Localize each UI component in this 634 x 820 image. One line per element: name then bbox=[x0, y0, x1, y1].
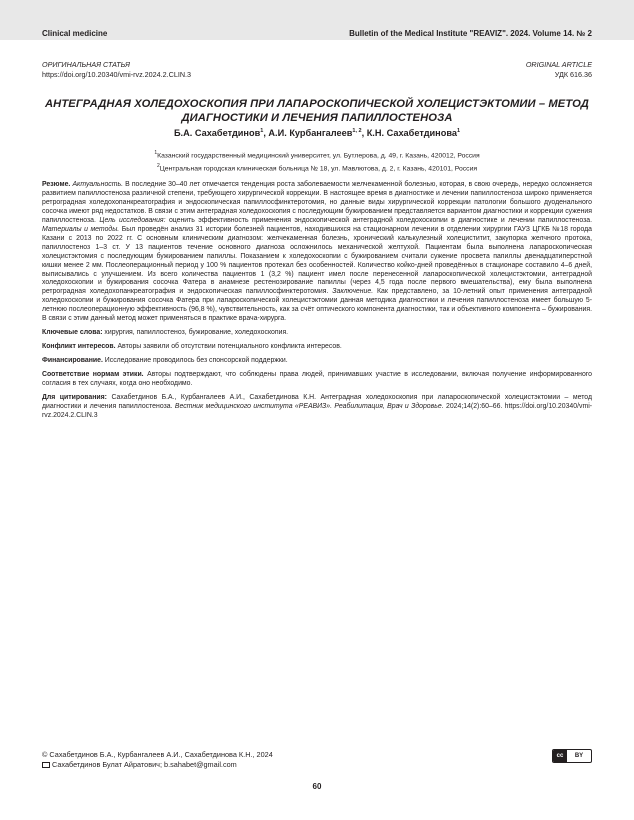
author-affil-ref: 1, 2 bbox=[352, 128, 362, 134]
author-name: Б.А. Сахабетдинов bbox=[173, 128, 261, 139]
ethics: Соответствие нормам этики. Авторы подтверждают, что соблюдены права людей, принимавших участие в исследовании, включая получение информированного согласия в тех случаях, когда оно необходимо. bbox=[42, 371, 592, 388]
funding: Финансирование. Исследование проводилось без спонсорской поддержки. bbox=[42, 357, 288, 365]
author-affil-ref: 1 bbox=[456, 128, 461, 134]
corresponding-author: Сахабетдинов Булат Айратович; b.sahabet@gmail.com bbox=[42, 760, 273, 770]
article-meta bbox=[42, 60, 592, 80]
journal-section: Clinical medicine bbox=[42, 29, 108, 38]
article-type-en: ORIGINAL ARTICLE bbox=[525, 60, 592, 69]
cc-license-badge[interactable] bbox=[552, 749, 592, 763]
abstract-label: Резюме. bbox=[42, 181, 71, 188]
abstract-paragraph: Резюме. Актуальность. В последние 30–40 лет отмечается тенденция роста заболеваемости желчекаменной болезнью, которая, в свою очередь, нередко осложняется развитием папиллостеноза различной степени, требующего хирургической коррекции. В настоящее время в диагностике и лечении папиллостеноза широко применяется ретроградная холедохопанкреатография и эндоскопическая папиллосфинктеротомия, но данные виды хирургической коррекции патологии большого дуоденального сосочка имеют ряд недостатков. В связи с этим антеградная холедохоскопия с последующим бужированием представляется вариантом диагностики и коррекции сужения папиллостеноза. Цель исследования: оценить эффективность применения эндоскопической антеградной холедохоскопии в диагностике и лечении папиллостеноза. Материалы и методы. Был проведён анализ 31 истории болезней пациентов, находившихся на стационарном лечении в отделении хирургии ГАУЗ ЦГКБ №18 города Казани с 2013 по 2022 гг. С основным клиническим диагнозом: желчекаменная болезнь, хронический калькулезный холециститит, закупорка желчного протока, папиллостеноз 1–3 ст. У 13 пациентов течение основного диагноза осложнилось механической желтухой. Пациентам была выполнена лапароскопическая холецистэктомия с последующим бужированием папиллы. Показанием к холедохоскопии с бужированием считали сужение просвета папиллы двенадцатиперстной кишки менее 2 мм. Послеоперационный период у 100 % пациентов протекал без особенностей. Количество койко-дней проведённых в стационаре составило 4–6 дней, выписывались с улучшением. Из всего количества пациентов 1 (3,2 %) пациент имел после перенесенной лапароскопической холецистэктомии, антеградной холедохоскопии и бужирования сосочка Фатера в анамнезе рестенозирование папиллы (через 4,5 года после первого вмешательства), ему была выполнена ретроградная холедохопанкреатография и эндоскопическая папиллосфинктеротомия. Заключение. Как представлено, за 10-летний опыт применения антеградной холедохоскопии и бужирования сосочка Фатера при лапароскопической холецистэктомии данная методика диагностики и лечения папиллостеноза имеет большую 5-летнюю послеоперационную эффективность (96,8 %), чувствительность, как за счёт оптического компонента диагностики, так и объективного компонента – бужирования. В связи с этим данный метод может применяться в практике врача-хирурга. bbox=[42, 181, 592, 323]
doi-link[interactable]: https://doi.org/10.20340/vmi-rvz.2024.2.CLIN.3 bbox=[42, 70, 192, 79]
journal-issue: Bulletin of the Medical Institute "REAVIZ". 2024. Volume 14. № 2 bbox=[349, 29, 592, 38]
author-name: А.И. Курбангалеев bbox=[268, 128, 353, 139]
keywords: Ключевые слова: хирургия, папиллостеноз, бужирование, холедохоскопия. bbox=[42, 329, 289, 337]
page-number: 60 bbox=[312, 782, 322, 791]
article-title: АНТЕГРАДНАЯ ХОЛЕДОХОСКОПИЯ ПРИ ЛАПАРОСКОПИЧЕСКОЙ ХОЛЕЦИСТЭКТОМИИ – МЕТОД ДИАГНОСТИКИ И ЛЕЧЕНИЯ ПАПИЛЛОСТЕНОЗА bbox=[44, 98, 589, 124]
conflict-of-interest: Конфликт интересов. Авторы заявили об отсутствии потенциального конфликта интересов. bbox=[42, 343, 342, 351]
affiliation-1: $^1$Казанский государственный медицинский университет, ул. Бутлерова, д. 49, г. Казань, 420012, Россия bbox=[154, 150, 480, 160]
article-type-ru: ОРИГИНАЛЬНАЯ СТАТЬЯ bbox=[42, 60, 130, 69]
citation: Для цитирования: Сахабетдинов Б.А., Курбангалеев А.И., Сахабетдинова К.Н. Антеградная холедохоскопия при лапароскопической холецистэктомии – метод диагностики и лечения папиллостеноза. Вестник медицинского института «РЕАВИЗ». Реабилитация, Врач и Здоровье. 2024;14(2):60–66. https://doi.org/10.20340/vmi-rvz.2024.2.CLIN.3 bbox=[42, 394, 593, 419]
footer-notes bbox=[42, 750, 273, 770]
envelope-icon bbox=[42, 762, 50, 768]
cc-icon: cc bbox=[553, 750, 567, 762]
by-icon: BY bbox=[574, 753, 584, 759]
copyright: © Сахабетдинов Б.А., Курбангалеев А.И., Сахабетдинова К.Н., 2024 bbox=[42, 750, 273, 759]
author-name: К.Н. Сахабетдинова bbox=[366, 128, 457, 139]
running-header bbox=[0, 0, 634, 40]
abstract-block bbox=[42, 181, 592, 421]
affiliations bbox=[42, 148, 592, 175]
udc-code: УДК 616.36 bbox=[554, 70, 592, 79]
author-list: Б.А. Сахабетдинов$^1$, А.И. Курбангалеев$^{1, 2}$, К.Н. Сахабетдинова$^1$ bbox=[173, 128, 461, 139]
author-affil-ref: 1 bbox=[260, 128, 264, 134]
affiliation-2: $^2$Центральная городская клиническая больница № 18, ул. Мавлютова, д. 2, г. Казань, 420101, Россия bbox=[156, 163, 478, 173]
